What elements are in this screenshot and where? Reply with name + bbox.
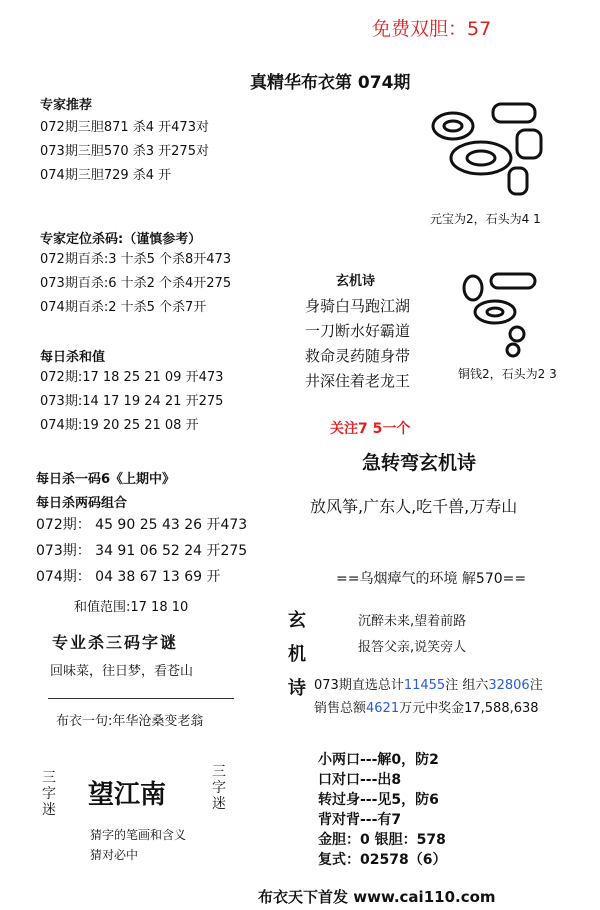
poem-line: 一刀断水好霸道 xyxy=(305,322,411,340)
yuanbao-stone-image xyxy=(425,96,565,206)
rule-item: 小两口---解0，防2 xyxy=(318,752,439,768)
expert-row: 073期三胆570 杀3 开275对 xyxy=(40,144,209,159)
daily-sum-title: 每日杀和值 xyxy=(40,350,106,365)
daily-kill-row: 073期： 34 91 06 52 24 开275 xyxy=(36,543,248,559)
daily-kill-row: 074期： 04 38 67 13 69 开 xyxy=(36,569,221,585)
position-kill-row: 072期百杀:3 十杀5 个杀8开473 xyxy=(40,252,232,267)
rule-item: 复式：02578（6） xyxy=(318,852,447,868)
poem-line: 身骑白马跑江湖 xyxy=(305,297,411,315)
xuanji-line-2: 报答父亲,说笑旁人 xyxy=(358,640,467,655)
buyi-line: 布衣一句:年华沧桑变老翁 xyxy=(56,714,204,729)
position-kill-row: 074期百杀:2 十杀5 个杀7开 xyxy=(40,300,207,315)
stats-value: 4621 xyxy=(366,701,400,716)
poem-lines xyxy=(305,294,410,394)
image-caption-2: 铜钱2，石头为2 3 xyxy=(458,367,557,381)
position-kill-row: 073期百杀:6 十杀2 个杀4开275 xyxy=(40,276,232,291)
focus-note: 关注7 5一个 xyxy=(330,421,411,437)
xuanji-char: 玄 xyxy=(288,610,306,631)
poem-title: 玄机诗 xyxy=(336,274,376,289)
daily-kill-list xyxy=(36,512,247,590)
stats-label: 073期直选总计 xyxy=(314,678,404,693)
page-title: 真精华布衣第 074期 xyxy=(250,73,411,93)
stats-value: 32806 xyxy=(488,678,530,693)
footer-credit: 布衣天下首发 www.cai110.com xyxy=(258,888,496,906)
poem-line: 井深住着老龙王 xyxy=(305,372,411,390)
divider xyxy=(48,698,234,699)
rule-item: 背对背---有7 xyxy=(318,812,402,828)
coin-stone-image xyxy=(455,268,560,358)
rule-item: 金胆：0 银胆：578 xyxy=(318,832,446,848)
stats-value: 11455 xyxy=(403,678,446,693)
position-kill-title: 专家定位杀码:（谨慎参考） xyxy=(40,232,202,247)
position-kill-list xyxy=(40,248,231,320)
riddle-hint-2: 猜对必中 xyxy=(90,848,139,862)
stats-line-2 xyxy=(314,697,539,716)
expert-list xyxy=(40,116,209,188)
expert-row: 072期三胆871 杀4 开473对 xyxy=(40,120,209,135)
jizhuan-text: 放风筝,广东人,吃千兽,万寿山 xyxy=(310,497,518,516)
riddle-text: 回味菜，往日梦，看苍山 xyxy=(50,664,194,679)
daily-sum-row: 073期:14 17 19 24 21 开275 xyxy=(40,394,224,409)
stats-label: 注 组六 xyxy=(445,678,489,693)
stats-label: 万元中奖金17,588,638 xyxy=(399,701,539,716)
xuanji-vertical xyxy=(288,604,306,706)
daily-kill-row: 072期： 45 90 25 43 26 开473 xyxy=(36,517,248,533)
expert-title: 专家推荐 xyxy=(40,98,93,113)
xuanji-char: 诗 xyxy=(288,678,306,699)
stats-label: 销售总额 xyxy=(314,701,367,716)
free-double-banner: 免费双胆：57 xyxy=(372,18,492,40)
image-caption-1: 元宝为2，石头为4 1 xyxy=(430,212,541,226)
poem-line: 救命灵药随身带 xyxy=(305,347,411,365)
xuanji-line-1: 沉醉未来,望着前路 xyxy=(358,614,467,629)
jizhuan-title: 急转弯玄机诗 xyxy=(362,452,477,474)
stats-line-1 xyxy=(314,674,543,693)
riddle-title: 专业杀三码字谜 xyxy=(52,633,179,652)
xuanji-char: 机 xyxy=(288,644,306,665)
daily-kill-one: 每日杀一码6《上期中》 xyxy=(36,472,176,487)
left-riddle-label: 三字迷 xyxy=(42,770,56,818)
rules-list xyxy=(318,750,446,870)
riddle-hint-1: 猜字的笔画和含义 xyxy=(90,828,187,842)
daily-sum-row: 072期:17 18 25 21 09 开473 xyxy=(40,370,224,385)
rule-item: 口对口---出8 xyxy=(318,772,402,788)
sum-range: 和值范围:17 18 10 xyxy=(74,600,189,615)
stats-label: 注 xyxy=(529,678,543,693)
riddle-main-word: 望江南 xyxy=(88,780,167,810)
daily-sum-row: 074期:19 20 25 21 08 开 xyxy=(40,418,199,433)
right-riddle-label: 三字迷 xyxy=(212,764,226,812)
daily-kill-two-title: 每日杀两码组合 xyxy=(36,496,128,511)
rule-item: 转过身---见5，防6 xyxy=(318,792,439,808)
environment-riddle: ==乌烟瘴气的环境 解570== xyxy=(336,571,527,587)
expert-row: 074期三胆729 杀4 开 xyxy=(40,168,172,183)
daily-sum-list xyxy=(40,366,223,438)
